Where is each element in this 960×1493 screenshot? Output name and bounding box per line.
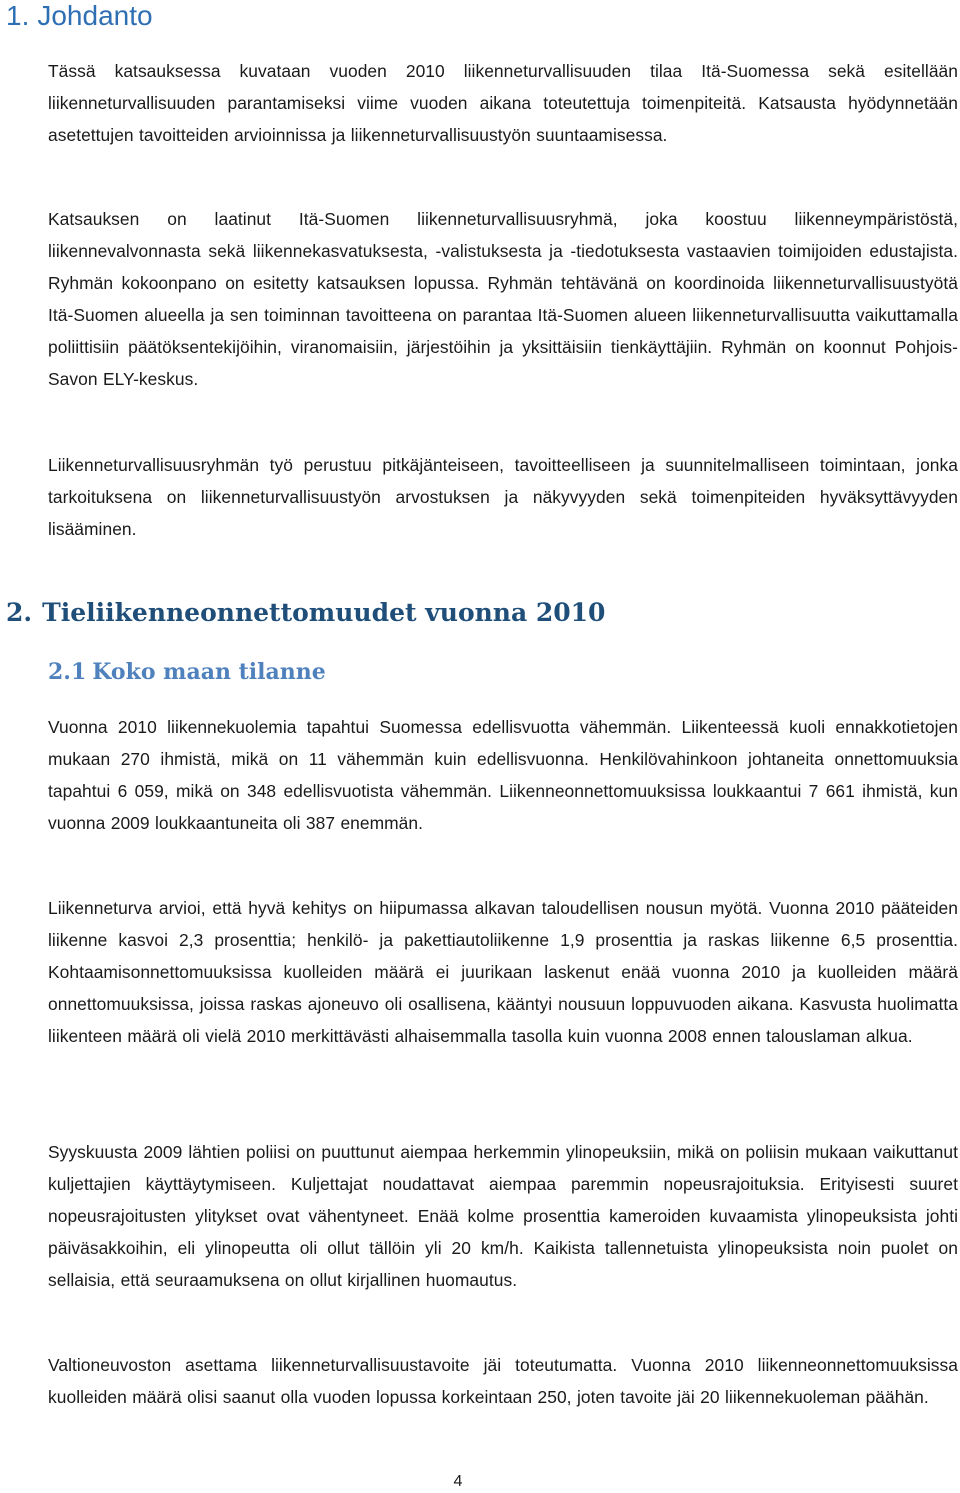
- subsection-2-1-number: 2.1: [48, 659, 87, 685]
- section-1-number: 1.: [6, 0, 30, 31]
- intro-paragraph-3: Liikenneturvallisuusryhmän työ perustuu pitkäjänteiseen, tavoitteelliseen ja suunnitelmalliseen toimintaan, jonka tarkoituksena on liikenneturvallisuustyön arvostuksen ja näkyvyyden sekä toimenpiteiden hyväksyttävyyden lisääminen.: [48, 455, 958, 540]
- page-number: 4: [453, 1473, 463, 1490]
- section-2-title: Tieliikenneonnettomuudet vuonna 2010: [42, 598, 606, 627]
- intro-paragraph-2: Katsauksen on laatinut Itä-Suomen liikenneturvallisuusryhmä, joka koostuu liikenneympäristöstä, liikennevalvonnasta sekä liikennekasvatuksesta, -valistuksesta ja -tiedotuksesta vastaavien toimijoiden edustajista. Ryhmän kokoonpano on esitetty katsauksen lopussa. Ryhmän tehtävänä on koordinoida liikenneturvallisuustyötä Itä-Suomen alueella ja sen toiminnan tavoitteena on parantaa Itä-Suomen alueen liikenneturvallisuutta vaikuttamalla poliittisiin päätöksentekijöihin, viranomaisiin, järjestöihin ja yksittäisiin tienkäyttäjiin. Ryhmän on koonnut Pohjois-Savon ELY-keskus.: [48, 209, 958, 390]
- section-2-number: 2.: [6, 598, 33, 627]
- national-paragraph-2: Liikenneturva arvioi, että hyvä kehitys on hiipumassa alkavan taloudellisen nousun myötä. Vuonna 2010 pääteiden liikenne kasvoi 2,3 prosenttia; henkilö- ja pakettiautoliikenne 1,9 prosenttia ja raskas liikenne 6,5 prosenttia. Kohtaamisonnettomuuksissa kuolleiden määrä ei juurikaan laskenut enää vuonna 2010 ja kuolleiden määrä onnettomuuksissa, joissa raskas ajoneuvo oli osallisena, kääntyi nousuun loppuvuoden aikana. Kasvusta huolimatta liikenteen määrä oli vielä 2010 merkittävästi alhaisemmalla tasolla kuin vuonna 2008 ennen talouslaman alkua.: [48, 898, 958, 1047]
- section-2-heading: [6, 596, 605, 630]
- subsection-2-1-heading: [48, 656, 326, 688]
- section-1-title: Johdanto: [37, 0, 153, 31]
- intro-paragraph-1: Tässä katsauksessa kuvataan vuoden 2010 liikenneturvallisuuden tilaa Itä-Suomessa sekä esitellään liikenneturvallisuuden parantamiseksi viime vuoden aikana toteutettuja toimenpiteitä. Katsausta hyödynnetään asetettujen tavoitteiden arvioinnissa ja liikenneturvallisuustyön suuntaamisessa.: [48, 61, 958, 146]
- national-paragraph-3: Syyskuusta 2009 lähtien poliisi on puuttunut aiempaa herkemmin ylinopeuksiin, mikä on poliisin mukaan vaikuttanut kuljettajien käyttäytymiseen. Kuljettajat noudattavat aiempaa paremmin nopeusrajoituksia. Erityisesti suuret nopeusrajoitusten ylitykset ovat vähentyneet. Enää kolme prosenttia kameroiden kuvaamista ylinopeuksista johti päiväsakkoihin, eli ylinopeutta oli ollut tällöin yli 20 km/h. Kaikista tallennetuista ylinopeuksista noin puolet on sellaisia, että seuraamuksena on ollut kirjallinen huomautus.: [48, 1142, 958, 1291]
- national-paragraph-1: Vuonna 2010 liikennekuolemia tapahtui Suomessa edellisvuotta vähemmän. Liikenteessä kuoli ennakkotietojen mukaan 270 ihmistä, mikä on 11 vähemmän kuin edellisvuonna. Henkilövahinkoon johtaneita onnettomuuksia tapahtui 6 059, mikä on 348 edellisvuotista vähemmän. Liikenneonnettomuuksissa loukkaantui 7 661 ihmistä, kun vuonna 2009 loukkaantuneita oli 387 enemmän.: [48, 717, 958, 834]
- national-paragraph-4: Valtioneuvoston asettama liikenneturvallisuustavoite jäi toteutumatta. Vuonna 2010 liikenneonnettomuuksissa kuolleiden määrä olisi saanut olla vuoden lopussa korkeintaan 250, joten tavoite jäi 20 liikennekuoleman päähän.: [48, 1355, 958, 1408]
- section-1-heading: [6, 0, 153, 32]
- subsection-2-1-title: Koko maan tilanne: [92, 659, 326, 685]
